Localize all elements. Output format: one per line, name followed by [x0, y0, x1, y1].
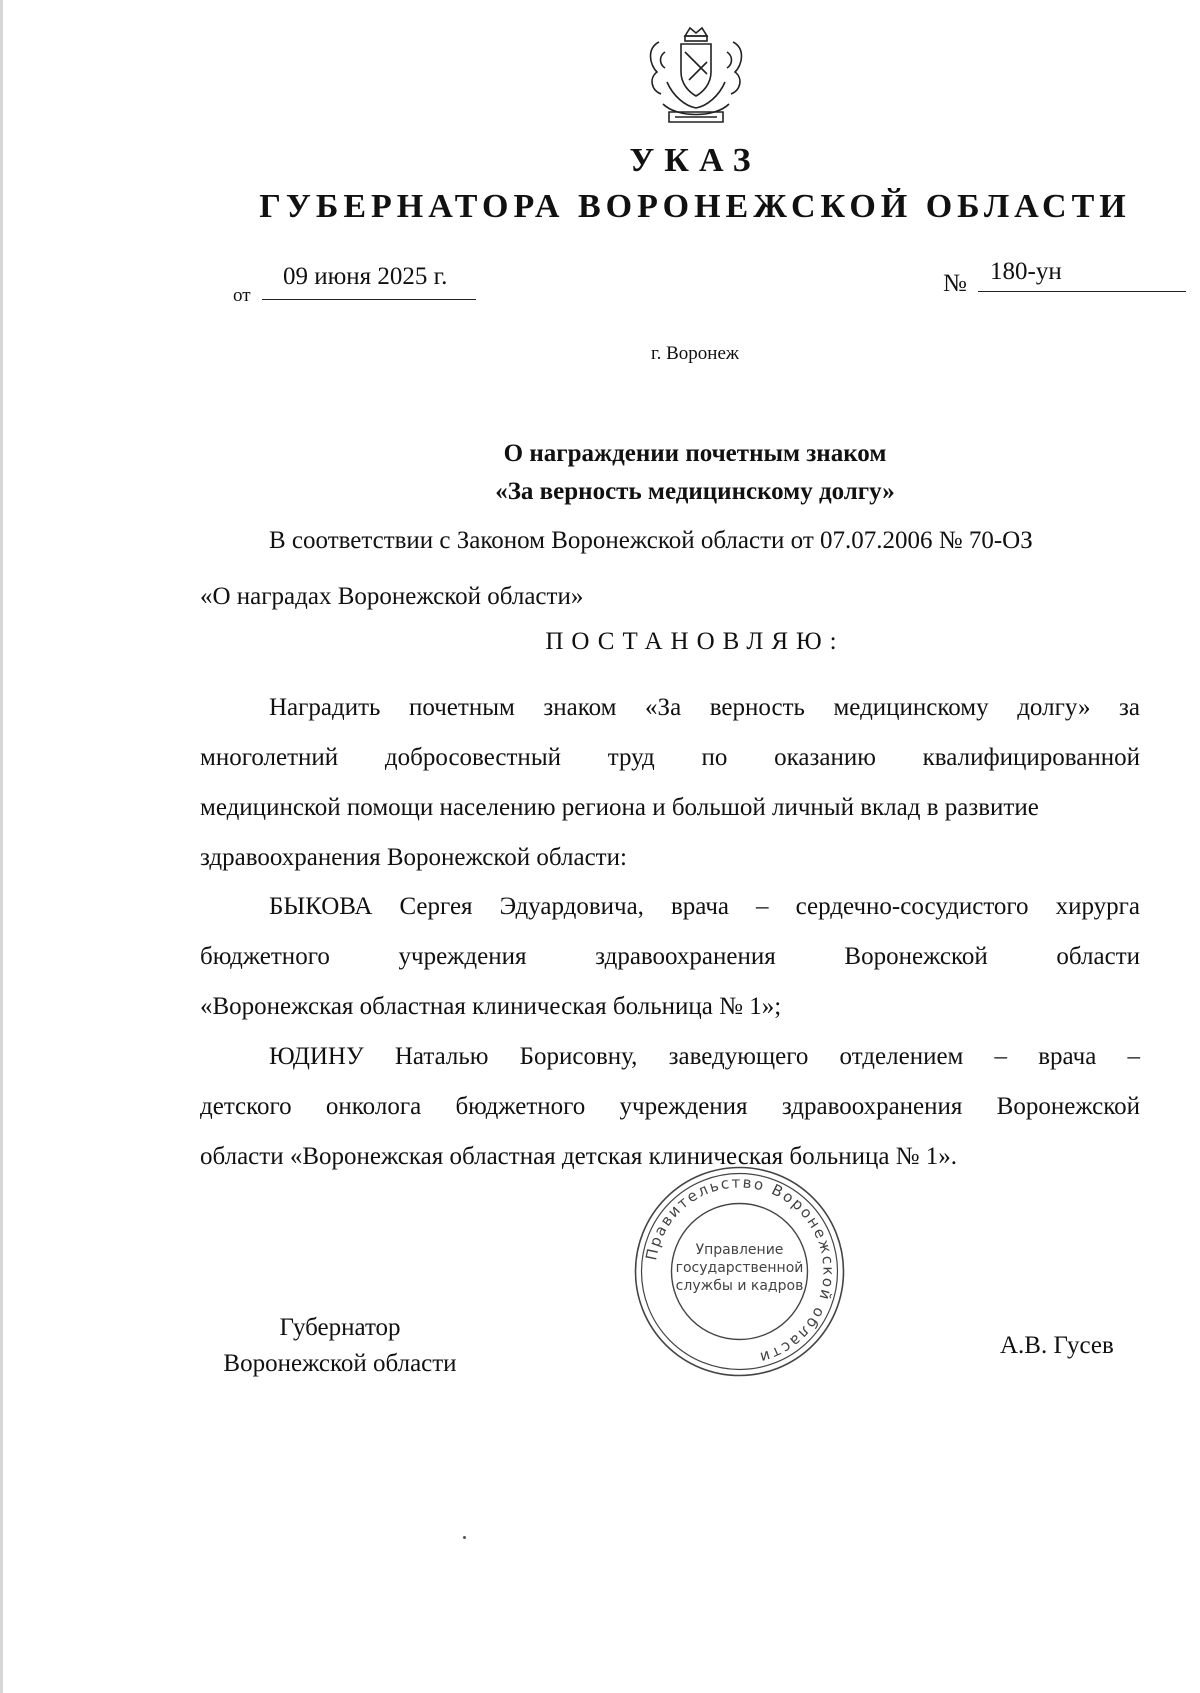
preamble-line-1: В соответствии с Законом Воронежской области от 07.07.2006 № 70-ОЗ: [269, 527, 1033, 554]
signature-position-line-2: Воронежской области: [223, 1350, 457, 1377]
subject-line-1: О награждении почетным знаком: [503, 440, 887, 467]
award-line-3: медицинской помощи населению региона и большой личный вклад в развитие: [200, 794, 1039, 821]
award-line-4: здравоохранения Воронежской области:: [200, 844, 627, 871]
awardee-1-line-2: бюджетного учреждения здравоохранения Воронежской области: [200, 943, 1140, 970]
city-name: г. Воронеж: [650, 343, 740, 364]
award-line-2: многолетний добросовестный труд по оказанию квалифицированной: [200, 744, 1140, 771]
seal-inner-line-3: службы и кадров: [675, 1278, 804, 1294]
coat-of-arms-icon: [637, 22, 755, 132]
awardee-2-line-3: области «Воронежская областная детская клиническая больница № 1».: [200, 1143, 958, 1170]
award-line-1: Наградить почетным знаком «За верность медицинскому долгу» за: [269, 694, 1140, 721]
number-prefix: №: [943, 270, 967, 297]
seal-inner-line-1: Управление: [695, 1242, 784, 1258]
preamble-line-2: «О наградах Воронежской области»: [200, 583, 584, 610]
decree-word: ПОСТАНОВЛЯЮ:: [545, 628, 845, 655]
decree-number: 180-ун: [990, 258, 1062, 285]
awardee-2-line-1: ЮДИНУ Наталью Борисовну, заведующего отделением – врача –: [269, 1043, 1140, 1070]
seal-inner-line-2: государственной: [675, 1260, 804, 1276]
document-subtitle: ГУБЕРНАТОРА ВОРОНЕЖСКОЙ ОБЛАСТИ: [259, 188, 1131, 225]
scan-edge: [0, 0, 3, 1693]
awardee-2-line-2: детского онколога бюджетного учреждения здравоохранения Воронежской: [200, 1093, 1140, 1120]
document-title: УКАЗ: [629, 142, 761, 179]
signature-position: [200, 1310, 480, 1382]
decree-date: 09 июня 2025 г.: [283, 263, 448, 290]
awardee-1-line-3: «Воронежская областная клиническая больница № 1»;: [200, 993, 782, 1020]
date-underline: [262, 299, 476, 300]
signature-position-line-1: Губернатор: [279, 1314, 401, 1341]
date-prefix: от: [233, 285, 251, 306]
scan-speck: [463, 1536, 466, 1539]
number-underline: [978, 291, 1186, 292]
decree-subject: [0, 435, 1200, 511]
signatory-name: А.В. Гусев: [1000, 1332, 1114, 1359]
awardee-1-line-1: БЫКОВА Сергея Эдуардовича, врача – сердечно-сосудистого хирурга: [269, 893, 1140, 920]
seal-outer-text: Правительство Воронежской области: [642, 1173, 838, 1368]
subject-line-2: «За верность медицинскому долгу»: [495, 478, 895, 505]
official-seal-icon: [632, 1164, 847, 1379]
